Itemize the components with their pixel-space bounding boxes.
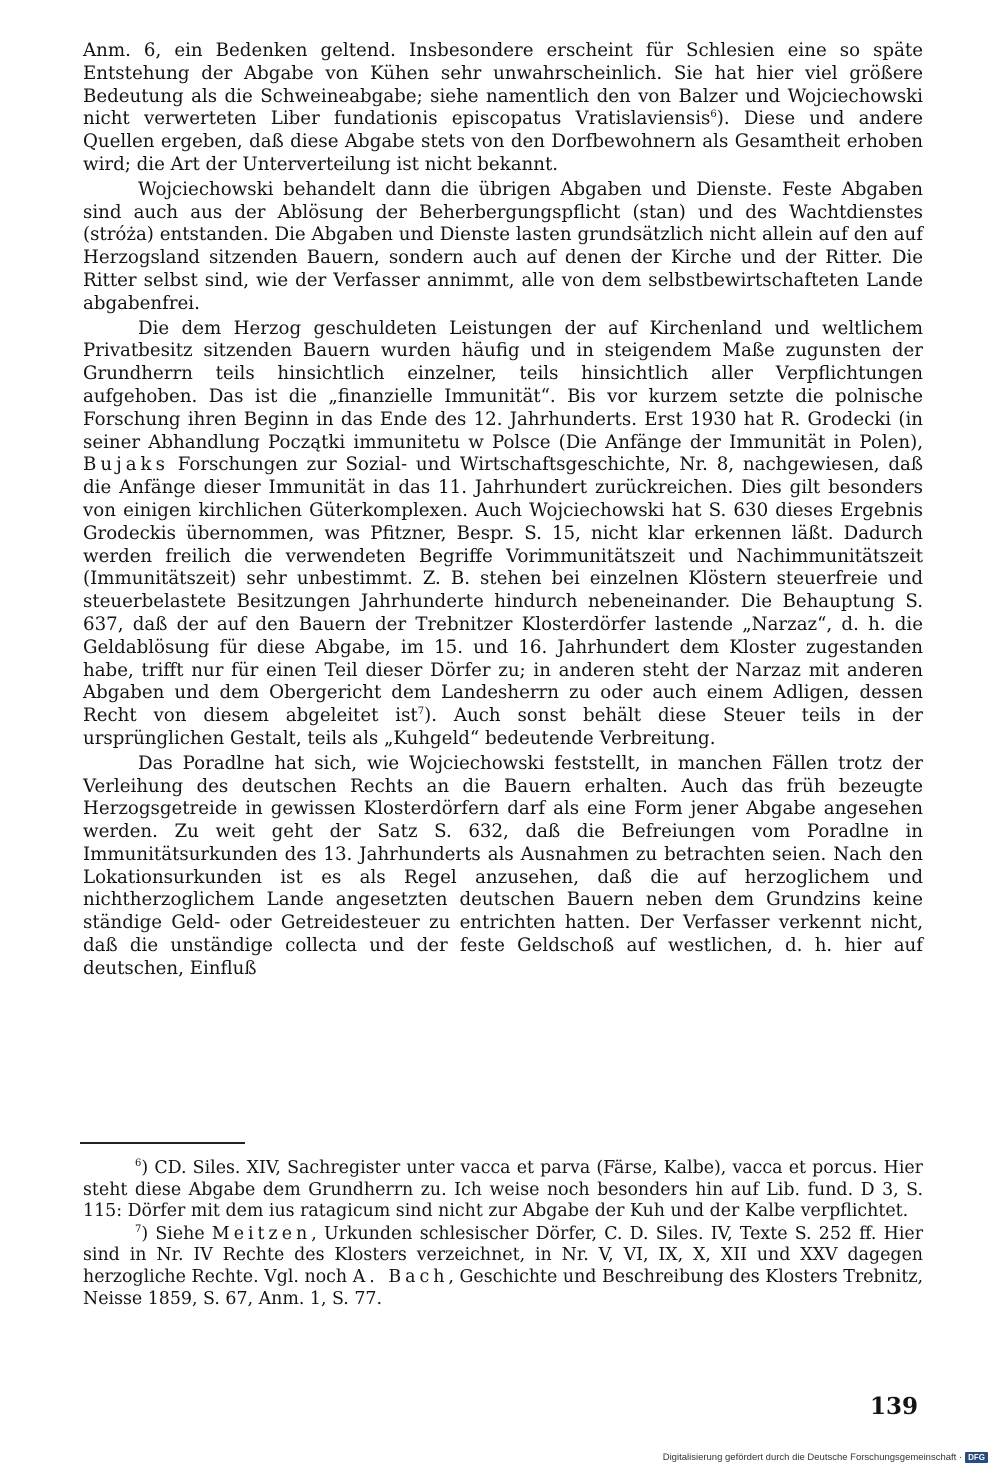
paragraph-1	[83, 40, 923, 177]
footnote-ref-7: 7	[417, 706, 425, 718]
paragraph-1-text: Anm. 6, ein Bedenken geltend. Insbesondere erscheint für Schlesien eine so späte Entstehung der Abgabe von Kühen sehr unwahrscheinlich. Sie hat hier viel größere Bedeutung als die Schweineabgabe; siehe namentlich den von Balzer und Wojciechowski nicht verwerteten Liber fundationis episcopatus Vratislaviensis	[83, 40, 923, 130]
footnote-7-author-1: Meitzen	[211, 1223, 312, 1244]
paragraph-3-text-a: Die dem Herzog geschuldeten Leistungen der auf Kirchenland und weltlichem Privatbesitz sitzenden Bauern wurden häufig und in steigendem Maße zugunsten der Grundherrn teils hinsichtlich einzelner, teils hinsichtlich aller Verpflichtungen aufgehoben. Das ist die „finanzielle Immunität“. Bis vor kurzem setzte die polnische Forschung ihren Beginn in das Ende des 12. Jahrhunderts. Erst 1930 hat R. Grodecki (in seiner Abhandlung Początki immunitetu w Polsce (Die Anfänge der Immunität in Polen),	[83, 317, 923, 453]
footnote-7-text-a: ) Siehe	[141, 1223, 205, 1244]
footnote-6-text: ) CD. Siles. XIV, Sachregister unter vacca et parva (Färse, Kalbe), vacca et porcus. Hier steht diese Abgabe dem Grundherrn zu. Ich weise noch besonders hin auf Lib. fund. D 3, S. 115: Dörfer mit dem ius ratagicum sind nicht zur Abgabe der Kuh und der Kalbe verpflichtet.	[83, 1158, 923, 1222]
digitization-credit	[663, 1452, 988, 1463]
main-text	[83, 40, 923, 981]
page-number: 139	[870, 1393, 919, 1420]
paragraph-3	[83, 318, 923, 751]
footnote-6-mark: 6	[135, 1158, 142, 1169]
paragraph-4: Das Poradlne hat sich, wie Wojciechowski feststellt, in manchen Fällen trotz der Verleihung des deutschen Rechts an die Bauern erhalten. Auch das früh bezeugte Herzogsgetreide in gewissen Klosterdörfern darf als eine Form jener Abgabe angesehen werden. Zu weit geht der Satz S. 632, daß die Befreiungen vom Poradlne in Immunitätsurkunden des 13. Jahrhunderts als Ausnahmen zu betrachten seien. Nach den Lokationsurkunden ist es als Regel anzusehen, daß die auf herzoglichem und nichtherzoglichem Lande angesetzten deutschen Bauern neben dem Grundzins keine ständige Geld- oder Getreidesteuer zu entrichten hatten. Der Verfasser verkennt nicht, daß die unständige collecta und der feste Geldschoß auf westlichen, d. h. hier auf deutschen, Einfluß	[83, 752, 923, 979]
paragraph-3-end: ). Auch sonst behält diese Steuer teils in der ursprünglichen Gestalt, teils als „Kuhgeld“ bedeutende Verbreitung.	[83, 705, 923, 749]
dfg-logo: DFG	[965, 1452, 988, 1463]
footnote-7-text-c: , Geschichte und Beschreibung des Klosters Trebnitz, Neisse 1859, S. 67, Anm. 1, S. 77.	[83, 1266, 924, 1309]
credit-text: Digitalisierung gefördert durch die Deutsche Forschungsgemeinschaft ·	[662, 1452, 963, 1463]
paragraph-3-text-b: Forschungen zur Sozial- und Wirtschaftsgeschichte, Nr. 8, nachgewiesen, daß die Anfänge dieser Immunität in das 11. Jahrhundert zurückreichen. Dies gilt besonders von einigen kirchlichen Güterkomplexen. Auch Wojciechowski hat S. 630 dieses Ergebnis Grodeckis übernommen, was Pfitzner, Bespr. S. 15, nicht klar erkennen läßt. Dadurch werden freilich die verwendeten Begriffe Vorimmunitätszeit und Nachimmunitätszeit (Immunitätszeit) sehr unbestimmt. Z. B. stehen bei einzelnen Klöstern steuerfreie und steuerbelastete Besitzungen Jahrhunderte hindurch nebeneinander. Die Behauptung S. 637, daß der auf den Bauern der Trebnitzer Klosterdörfer lastende „Narzaz“, d. h. die Geldablösung für diese Abgabe, im 15. und 16. Jahrhundert dem Kloster zugestanden habe, trifft nur für einen Teil dieser Dörfer zu; in anderen steht der Narzaz mit anderen Abgaben und dem Obergericht dem Landesherrn zu oder auch einem Adligen, dessen Recht von diesem abgeleitet ist	[83, 454, 923, 727]
author-name-spaced: Bujaks	[83, 454, 169, 476]
footnote-ref-6: 6	[710, 109, 717, 121]
footnote-7	[83, 1224, 923, 1310]
footnotes	[83, 1158, 923, 1310]
footnote-divider	[80, 1142, 245, 1144]
footnote-7-text-b: , Urkunden schlesischer Dörfer, C. D. Siles. IV, Texte S. 252 ff. Hier sind in Nr. IV Rechte des Klosters verzeichnet, in Nr. V, VI, IX, X, XII und XXV dagegen herzogliche Rechte. Vgl. noch	[83, 1223, 924, 1287]
footnote-7-author-2: A. Bach	[352, 1266, 449, 1287]
footnote-7-mark: 7	[135, 1223, 142, 1235]
paragraph-1-end: ). Diese und andere Quellen ergeben, daß diese Abgabe stets von den Dorfbewohnern als Gesamtheit erhoben wird; die Art der Unterverteilung ist nicht bekannt.	[83, 108, 923, 175]
footnote-6	[83, 1158, 923, 1223]
paragraph-2: Wojciechowski behandelt dann die übrigen Abgaben und Dienste. Feste Abgaben sind auch aus der Ablösung der Beherbergungspflicht (stan) und des Wachtdienstes (stróża) entstanden. Die Abgaben und Dienste lasten grundsätzlich nicht allein auf den auf Herzogsland sitzenden Bauern, sondern auch auf denen der Kirche und der Ritter. Die Ritter selbst sind, wie der Verfasser annimmt, alle von dem selbstbewirtschafteten Lande abgabenfrei.	[83, 178, 923, 314]
